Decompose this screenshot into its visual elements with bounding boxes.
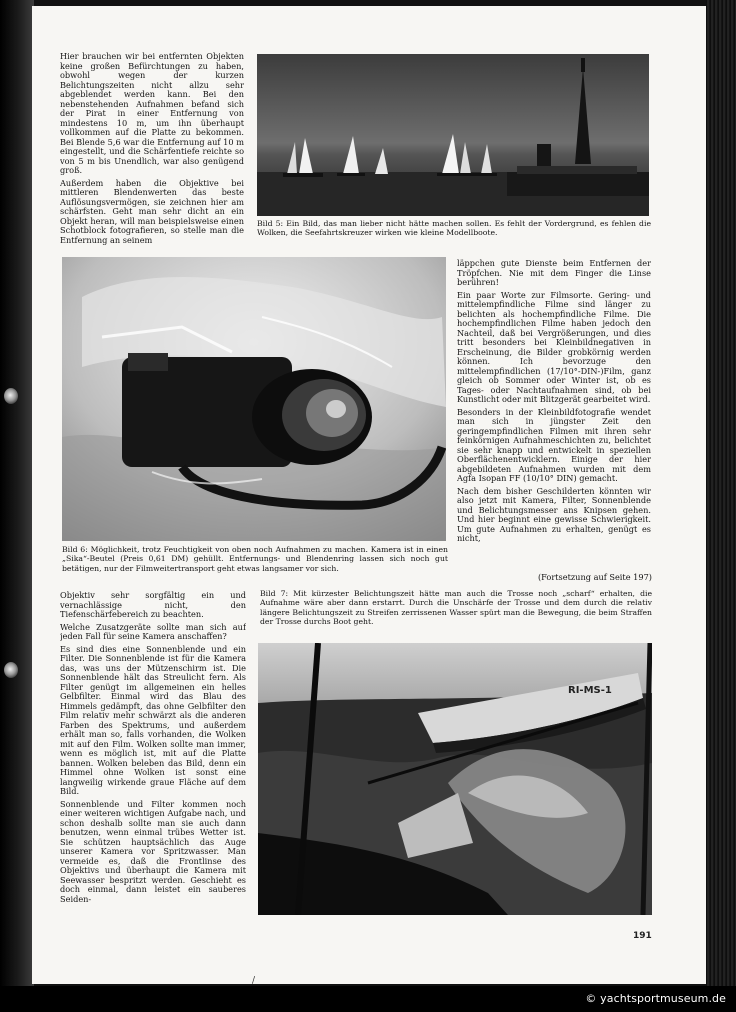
paragraph: Besonders in der Kleinbildfotografie wendet man sich in jüngster Zeit den geringempfindlichen Filmen mit ihren sehr feinkörnigen Aufnahmeschichten zu, belichtet sie sehr knapp und entwickelt in speziellen Oberflächenentwicklern. Einige der hier abgebildeten Aufnahmen wurden mit dem Agfa Isopan FF (10/10° DIN) gemacht. (457, 406, 651, 483)
continuation-note: (Fortsetzung auf Seite 197) (537, 572, 652, 582)
book-binding-edge (706, 0, 736, 1012)
magazine-page (32, 6, 708, 984)
caption-bild6: Bild 6: Möglichkeit, trotz Feuchtigkeit von oben noch Aufnahmen zu machen. Kamera ist in einen „Sika“-Beutel (Preis 0,61 DM) gehüllt. Entfernungs- und Blendenring lassen sich noch gut betätigen, nur der Filmweitertransport geht etwas langsamer vor sich. (62, 545, 448, 573)
paragraph: Ein paar Worte zur Filmsorte. Gering- und mittelempfindliche Filme sind länger zu belichten als hochempfindliche Filme. Die hochempfindlichen Filme haben jedoch den Nachteil, daß bei Vergrößerungen, und dies tritt besonders bei Kleinbildnegativen in Erscheinung, die Bilder grobkörnig werden können. Ich bevorzuge den mittelempfindlichen (17/10°-DIN-)Film, ganz gleich ob Sommer oder Winter ist, ob es Tages- oder Nachtaufnahmen sind, ob bei Kunstlicht oder mit Blitzgerät gearbeitet wird. (457, 289, 651, 404)
watermark-text: © yachtsportmuseum.de (585, 992, 726, 1005)
text-column-middle-right (457, 259, 651, 571)
text-column-top-left (60, 52, 244, 248)
photo-bild6-camera (62, 257, 446, 541)
paragraph: Hier brauchen wir bei entfernten Objekten keine großen Befürchtungen zu haben, obwohl wegen der kurzen Belichtungszeiten nicht allzu sehr abgeblendet werden kann. Bei den nebenstehenden Aufnahmen befand sich der Pirat in einer Entfernung von mindestens 10 m, um ihn überhaupt vollkommen auf die Platte zu bekommen. Bei Blende 5,6 war die Entfernung auf 10 m eingestellt, und die Schärfentiefe reichte so von 5 m bis Unendlich, war also genügend groß. (60, 52, 244, 175)
photo-bild7-boat (258, 643, 652, 915)
paragraph: Nach dem bisher Geschilderten könnten wir also jetzt mit Kamera, Filter, Sonnenblende und Belichtungsmesser ans Knipsen gehen. Und hier beginnt eine gewisse Schwierigkeit. Um gute Aufnahmen zu erhalten, genügt es nicht, (457, 485, 651, 543)
paragraph: Außerdem haben die Objektive bei mittleren Blendenwerten das beste Auflösungsvermögen, sie zeichnen hier am schärfsten. Geht man sehr dicht an ein Objekt heran, will man beispielsweise einen Schotblock fotografieren, so stelle man die Entfernung an seinem (60, 177, 244, 245)
caption-bild5: Bild 5: Ein Bild, das man lieber nicht hätte machen sollen. Es fehlt der Vordergrund, es fehlen die Wolken, die Seefahrtskreuzer wirken wie kleine Modellboote. (257, 219, 651, 238)
binder-ring-1 (4, 388, 18, 404)
boat-registration-text: RI-MS-1 (568, 685, 612, 696)
scan-left-shadow (0, 0, 34, 1012)
photo-bild5-sailboats (257, 54, 649, 216)
paragraph: läppchen gute Dienste beim Entfernen der Tröpfchen. Nie mit dem Finger die Linse berühren! (457, 259, 651, 287)
paragraph: Objektiv sehr sorgfältig ein und vernachlässige nicht, den Tiefenschärfebereich zu beachten. (60, 591, 246, 619)
text-column-bottom-left (60, 591, 246, 921)
binder-ring-2 (4, 662, 18, 678)
watermark-bar (0, 986, 736, 1012)
margin-mark: / (252, 976, 256, 986)
paragraph: Es sind dies eine Sonnenblende und ein Filter. Die Sonnenblende ist für die Kamera das, was uns der Mützenschirm ist. Die Sonnenblende hält das Streulicht fern. Als Filter genügt im allgemeinen ein helles Gelbfilter. Einmal wird das Blau des Himmels gedämpft, das ohne Gelbfilter den Film relativ mehr schwärzt als die anderen Farben des Spektrums, und außerdem erhält man so, falls vorhanden, die Wolken mit auf den Film. Wolken sollte man immer, wenn es möglich ist, mit auf die Platte bannen. Wolken beleben das Bild, denn ein Himmel ohne Wolken ist sonst eine langweilig wirkende graue Fläche auf dem Bild. (60, 643, 246, 796)
caption-bild7: Bild 7: Mit kürzester Belichtungszeit hätte man auch die Trosse noch „scharf“ erhalten, die Aufnahme wäre aber dann erstarrt. Durch die Unschärfe der Trosse und dem durch die relativ längere Belichtungszeit zu Streifen zerrissenen Wasser spürt man die Bewegung, die beim Straffen der Trosse durchs Boot geht. (260, 589, 652, 627)
paragraph: Welche Zusatzgeräte sollte man sich auf jeden Fall für seine Kamera anschaffen? (60, 621, 246, 641)
paragraph: Sonnenblende und Filter kommen noch einer weiteren wichtigen Aufgabe nach, und schon deshalb sollte man sie auch dann benutzen, wenn einmal trübes Wetter ist. Sie schützen hauptsächlich das Auge unserer Kamera vor Spritzwasser. Man vermeide es, daß die Frontlinse des Objektivs und überhaupt die Kamera mit Seewasser bespritzt werden. Geschieht es doch einmal, dann leistet ein sauberes Seiden- (60, 798, 246, 904)
page-number: 191 (633, 931, 652, 941)
